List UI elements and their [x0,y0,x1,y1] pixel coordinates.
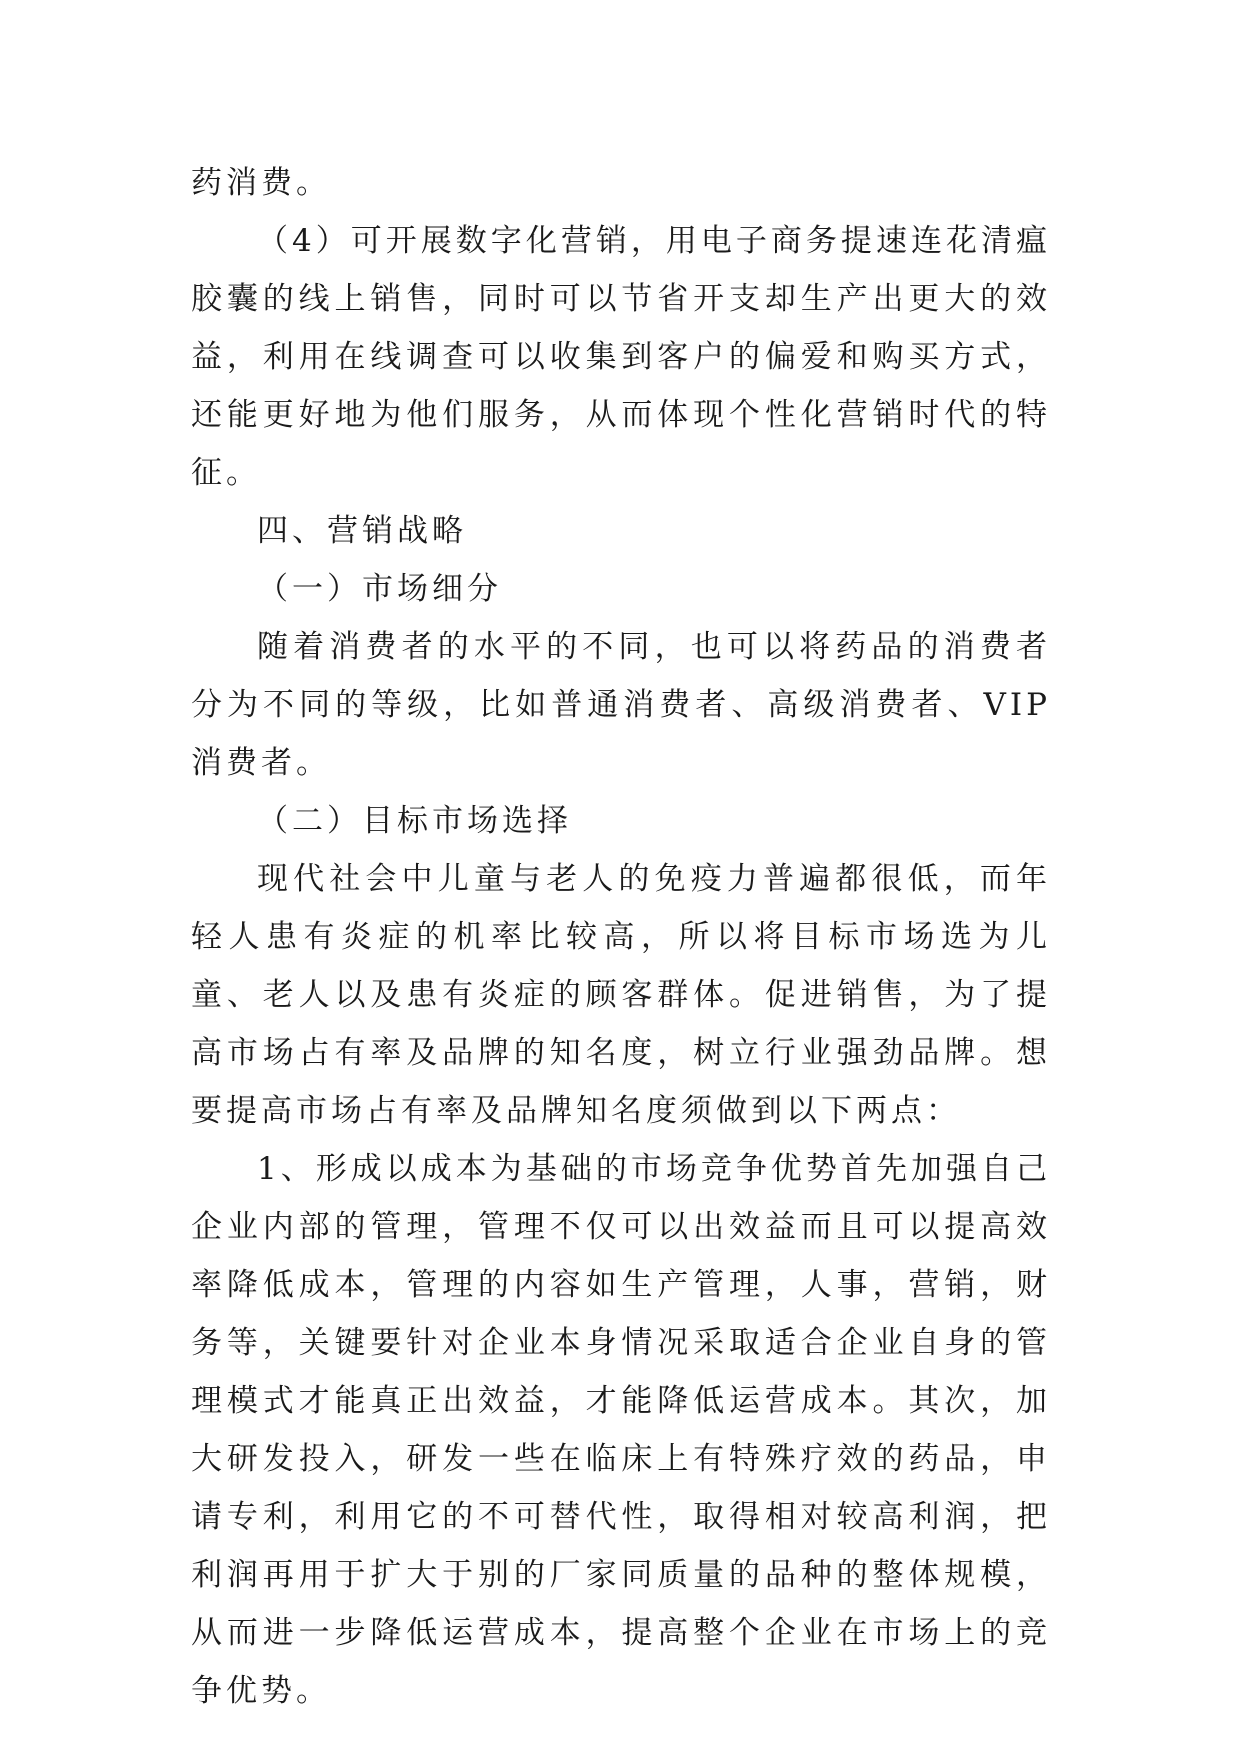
subheading-target-market: （二）目标市场选择 [257,803,572,839]
subheading-market-segmentation: （一）市场细分 [257,571,502,607]
paragraph-target-market: 现代社会中儿童与老人的免疫力普遍都很低，而年轻人患有炎症的机率比较高，所以将目标市场选为儿童、老人以及患有炎症的顾客群体。促进销售，为了提高市场占有率及品牌的知名度，树立行业强劲品牌。想要提高市场占有率及品牌知名度须做到以下两点： [191,861,1051,1129]
paragraph-market-segmentation: 随着消费者的水平的不同，也可以将药品的消费者分为不同的等级，比如普通消费者、高级消费者、VIP 消费者。 [191,629,1051,781]
paragraph-continuation: 药消费。 [191,165,331,201]
document-body [191,154,1051,1720]
paragraph-digital-marketing: （4）可开展数字化营销，用电子商务提速连花清瘟胶囊的线上销售，同时可以节省开支却生产出更大的效益，利用在线调查可以收集到客户的偏爱和购买方式，还能更好地为他们服务，从而体现个性化营销时代的特征。 [191,223,1051,491]
paragraph-cost-advantage: 1、形成以成本为基础的市场竞争优势首先加强自己企业内部的管理，管理不仅可以出效益而且可以提高效率降低成本，管理的内容如生产管理，人事，营销，财务等，关键要针对企业本身情况采取适合企业自身的管理模式才能真正出效益，才能降低运营成本。其次，加大研发投入，研发一些在临床上有特殊疗效的药品，申请专利，利用它的不可替代性，取得相对较高利润，把利润再用于扩大于别的厂家同质量的品种的整体规模，从而进一步降低运营成本，提高整个企业在市场上的竞争优势。 [191,1151,1051,1709]
section-heading-marketing-strategy: 四、营销战略 [257,513,467,549]
